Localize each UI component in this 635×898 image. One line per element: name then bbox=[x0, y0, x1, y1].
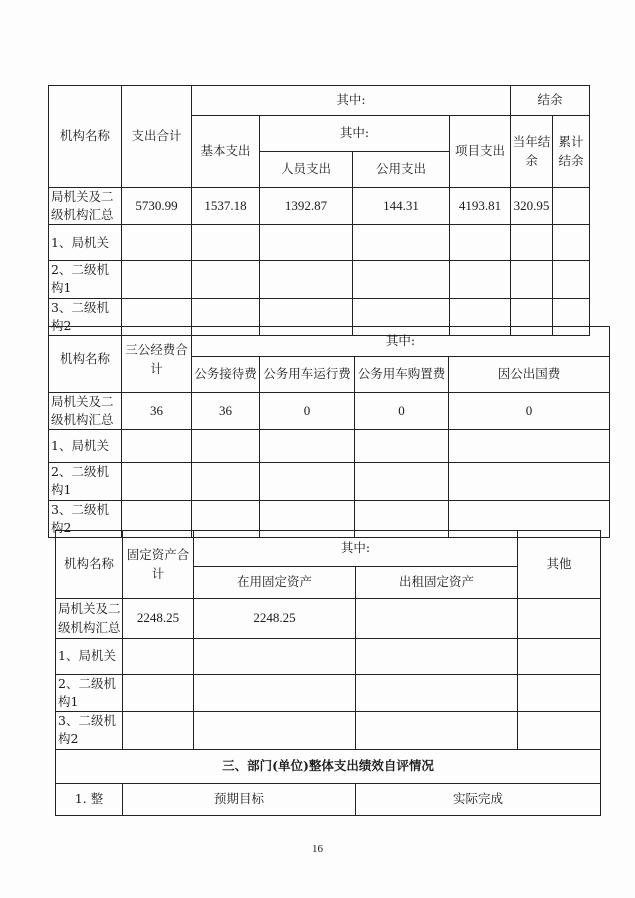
cell-other bbox=[518, 599, 601, 639]
header-among: 其中: bbox=[194, 531, 518, 567]
cell-reception bbox=[192, 463, 260, 500]
cell-rented bbox=[356, 599, 518, 639]
cell-rented bbox=[356, 675, 518, 712]
cell-car-purchase bbox=[355, 463, 449, 500]
cell-cumulative-balance bbox=[553, 188, 590, 225]
cell-personnel: 1392.87 bbox=[260, 188, 353, 225]
row-org-name: 局机关及二级机构汇总 bbox=[49, 393, 122, 430]
table-row bbox=[56, 712, 601, 749]
fixed-assets-table bbox=[55, 530, 601, 816]
cell-car-purchase: 0 bbox=[355, 393, 449, 430]
cell-car-purchase bbox=[355, 430, 449, 463]
cell-other bbox=[518, 639, 601, 675]
cell-basic: 1537.18 bbox=[192, 188, 260, 225]
cell-rented bbox=[356, 639, 518, 675]
header-in-use-assets: 在用固定资产 bbox=[194, 567, 356, 599]
row-org-name: 局机关及二级机构汇总 bbox=[56, 599, 123, 639]
cell-total: 5730.99 bbox=[122, 188, 192, 225]
header-public-expenditure: 公用支出 bbox=[353, 152, 450, 188]
cell-in-use bbox=[194, 639, 356, 675]
header-among: 其中: bbox=[192, 327, 610, 357]
expenditure-table bbox=[48, 85, 590, 336]
header-project-expenditure: 项目支出 bbox=[450, 116, 511, 188]
cell-public bbox=[353, 261, 450, 298]
cell-car-operation bbox=[260, 463, 355, 500]
cell-year-balance bbox=[511, 225, 553, 261]
table-row bbox=[56, 639, 601, 675]
header-cumulative-balance: 累计结余 bbox=[553, 116, 590, 188]
header-personnel-expenditure: 人员支出 bbox=[260, 152, 353, 188]
cell-project: 4193.81 bbox=[450, 188, 511, 225]
header-balance: 结余 bbox=[511, 86, 590, 116]
header-among: 其中: bbox=[192, 86, 511, 116]
table-row bbox=[49, 430, 610, 463]
actual-completion-header: 实际完成 bbox=[356, 783, 601, 815]
cell-rented bbox=[356, 712, 518, 749]
cell-car-operation: 0 bbox=[260, 393, 355, 430]
header-org-name: 机构名称 bbox=[49, 86, 122, 188]
cell-in-use bbox=[194, 712, 356, 749]
header-basic-expenditure: 基本支出 bbox=[192, 116, 260, 188]
row-org-name: 1、局机关 bbox=[56, 639, 123, 675]
table-row bbox=[56, 675, 601, 712]
row-org-name: 1、局机关 bbox=[49, 430, 122, 463]
cell-personnel bbox=[260, 261, 353, 298]
cell-public bbox=[353, 225, 450, 261]
cell-total bbox=[122, 430, 192, 463]
cell-car-operation bbox=[260, 430, 355, 463]
header-among-sub: 其中: bbox=[260, 116, 450, 152]
row-org-name: 2、二级机构1 bbox=[49, 261, 122, 298]
cell-project bbox=[450, 261, 511, 298]
header-abroad-fee: 因公出国费 bbox=[449, 357, 610, 393]
header-reception-fee: 公务接待费 bbox=[192, 357, 260, 393]
row-org-name: 3、二级机构2 bbox=[49, 500, 122, 537]
cell-basic bbox=[192, 261, 260, 298]
header-three-public-total: 三公经费合计 bbox=[122, 327, 192, 393]
cell-year-balance bbox=[511, 261, 553, 298]
header-fixed-assets-total: 固定资产合计 bbox=[123, 531, 194, 599]
cell-total bbox=[122, 225, 192, 261]
cell-reception: 36 bbox=[192, 393, 260, 430]
cell-total: 2248.25 bbox=[123, 599, 194, 639]
header-total-expenditure: 支出合计 bbox=[122, 86, 192, 188]
expected-goal-header: 预期目标 bbox=[123, 783, 356, 815]
header-org-name: 机构名称 bbox=[56, 531, 123, 599]
header-rented-assets: 出租固定资产 bbox=[356, 567, 518, 599]
three-public-expenses-table bbox=[48, 326, 610, 538]
row-org-name: 3、二级机构2 bbox=[49, 298, 122, 335]
table-row bbox=[49, 225, 590, 261]
table-row bbox=[56, 599, 601, 639]
row-org-name: 2、二级机构1 bbox=[56, 675, 123, 712]
cell-project bbox=[450, 225, 511, 261]
cell-total bbox=[122, 463, 192, 500]
row-org-name: 2、二级机构1 bbox=[49, 463, 122, 500]
item-label: 1. 整 bbox=[56, 783, 123, 815]
table-row bbox=[49, 463, 610, 500]
cell-total bbox=[123, 712, 194, 749]
cell-reception bbox=[192, 430, 260, 463]
cell-total bbox=[123, 675, 194, 712]
header-car-purchase-fee: 公务用车购置费 bbox=[355, 357, 449, 393]
cell-cumulative-balance bbox=[553, 261, 590, 298]
cell-in-use bbox=[194, 675, 356, 712]
cell-abroad bbox=[449, 463, 610, 500]
header-org-name: 机构名称 bbox=[49, 327, 122, 393]
cell-basic bbox=[192, 225, 260, 261]
cell-total bbox=[123, 639, 194, 675]
row-org-name: 局机关及二级机构汇总 bbox=[49, 188, 122, 225]
cell-in-use: 2248.25 bbox=[194, 599, 356, 639]
header-other: 其他 bbox=[518, 531, 601, 599]
table-row bbox=[49, 188, 590, 225]
cell-abroad bbox=[449, 430, 610, 463]
header-car-operation-fee: 公务用车运行费 bbox=[260, 357, 355, 393]
header-year-balance: 当年结余 bbox=[511, 116, 553, 188]
cell-public: 144.31 bbox=[353, 188, 450, 225]
cell-other bbox=[518, 712, 601, 749]
cell-year-balance: 320.95 bbox=[511, 188, 553, 225]
section-title: 三、部门(单位)整体支出绩效自评情况 bbox=[56, 749, 601, 783]
cell-other bbox=[518, 675, 601, 712]
table-row bbox=[49, 393, 610, 430]
row-org-name: 3、二级机构2 bbox=[56, 712, 123, 749]
cell-personnel bbox=[260, 225, 353, 261]
cell-total bbox=[122, 261, 192, 298]
page-number: 16 bbox=[312, 843, 323, 855]
cell-abroad: 0 bbox=[449, 393, 610, 430]
cell-cumulative-balance bbox=[553, 225, 590, 261]
row-org-name: 1、局机关 bbox=[49, 225, 122, 261]
cell-total: 36 bbox=[122, 393, 192, 430]
table-row bbox=[49, 261, 590, 298]
